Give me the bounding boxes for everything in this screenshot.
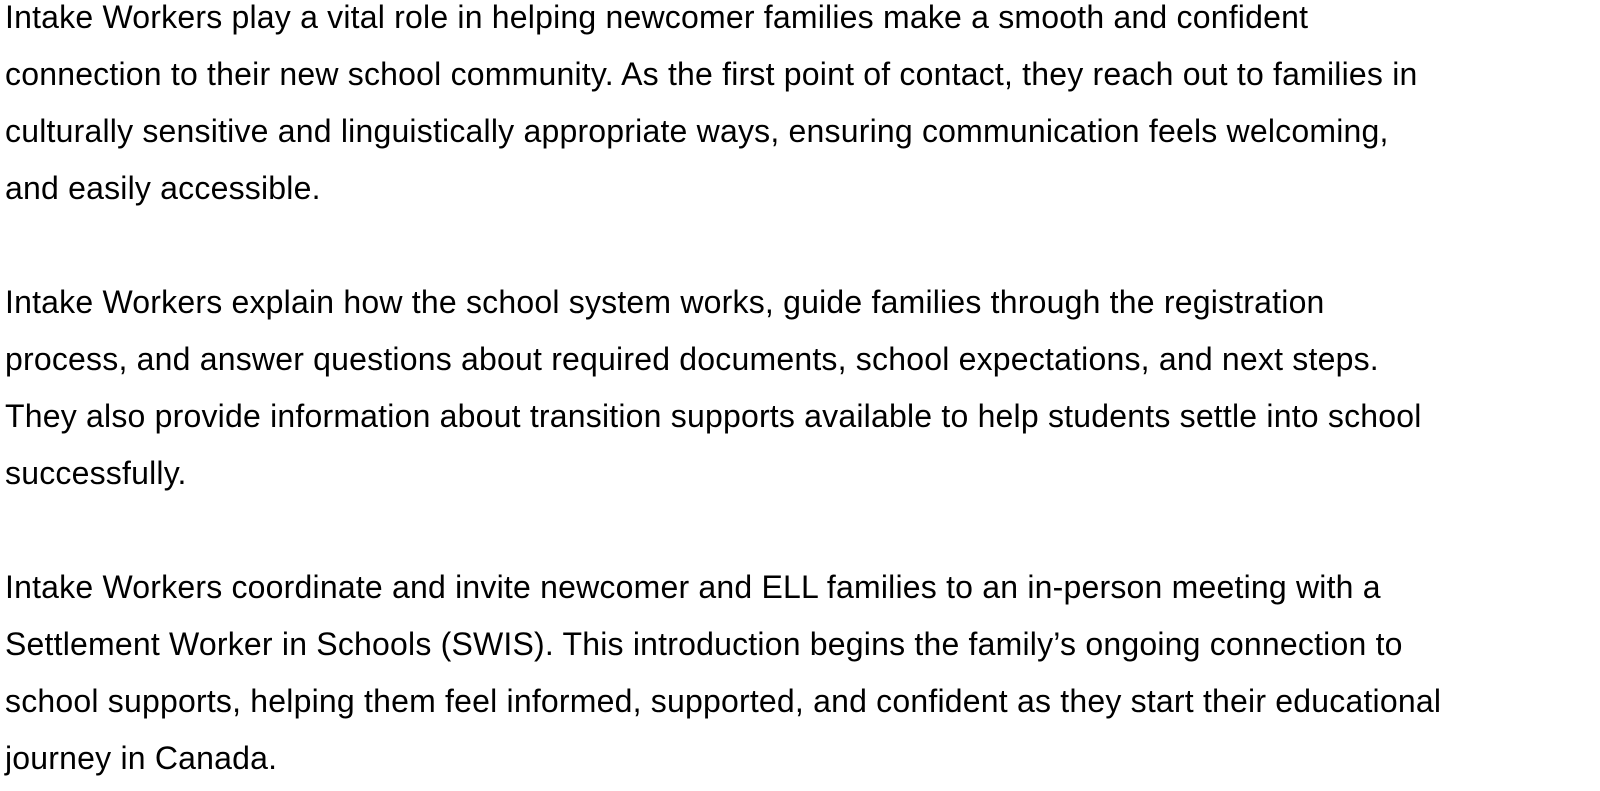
text-line: Settlement Worker in Schools (SWIS). This introduction begins the family’s ongoing connection to: [5, 626, 1403, 662]
text-line: process, and answer questions about required documents, school expectations, and next steps.: [5, 341, 1379, 377]
text-line: connection to their new school community. As the first point of contact, they reach out to families in: [5, 56, 1418, 92]
text-line: successfully.: [5, 455, 187, 491]
text-line: Intake Workers explain how the school system works, guide families through the registration: [5, 284, 1325, 320]
text-line: journey in Canada.: [5, 740, 278, 776]
text-line: and easily accessible.: [5, 170, 321, 206]
paragraph-swis: [5, 559, 1580, 787]
paragraph-registration: [5, 274, 1580, 502]
text-line: culturally sensitive and linguistically appropriate ways, ensuring communication feels welcoming,: [5, 113, 1389, 149]
paragraph-intro: [5, 0, 1580, 217]
text-line: Intake Workers play a vital role in helping newcomer families make a smooth and confident: [5, 0, 1309, 35]
text-line: school supports, helping them feel informed, supported, and confident as they start their educational: [5, 683, 1442, 719]
text-line: They also provide information about transition supports available to help students settle into school: [5, 398, 1422, 434]
text-line: Intake Workers coordinate and invite newcomer and ELL families to an in-person meeting with a: [5, 569, 1381, 605]
